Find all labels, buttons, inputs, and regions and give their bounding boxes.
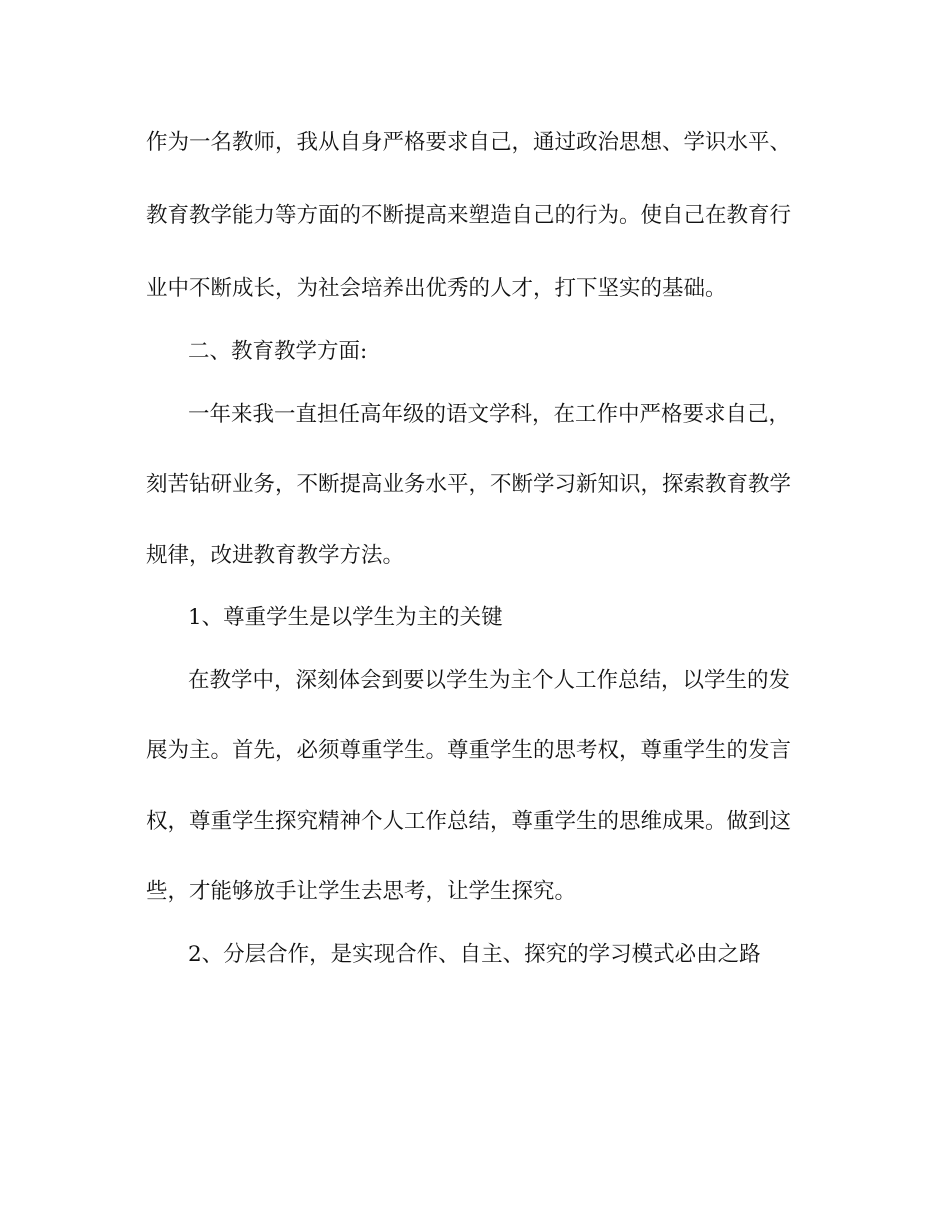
paragraph-line: 在教学中，深刻体会到要以学生为主个人工作总结，以学生的发	[188, 668, 791, 693]
paragraph-line: 展为主。首先，必须尊重学生。尊重学生的思考权，尊重学生的发言	[146, 738, 792, 763]
paragraph-line: 规律，改进教育教学方法。	[146, 543, 405, 568]
paragraph-line: 刻苦钻研业务，不断提高业务水平，不断学习新知识，探索教育教学	[146, 472, 792, 497]
paragraph-line: 权，尊重学生探究精神个人工作总结，尊重学生的思维成果。做到这	[146, 809, 792, 834]
subsection-heading: 2、分层合作，是实现合作、自主、探究的学习模式必由之路	[188, 942, 761, 967]
subsection-heading: 1、尊重学生是以学生为主的关键	[188, 605, 503, 630]
section-heading: 二、教育教学方面:	[188, 339, 368, 364]
paragraph-line: 作为一名教师，我从自身严格要求自己，通过政治思想、学识水平、	[146, 130, 792, 155]
paragraph-line: 业中不断成长，为社会培养出优秀的人才，打下坚实的基础。	[146, 276, 727, 301]
paragraph-line: 一年来我一直担任高年级的语文学科，在工作中严格要求自己，	[188, 402, 791, 427]
paragraph-line: 教育教学能力等方面的不断提高来塑造自己的行为。使自己在教育行	[146, 203, 792, 228]
paragraph-line: 些，才能够放手让学生去思考，让学生探究。	[146, 879, 577, 904]
